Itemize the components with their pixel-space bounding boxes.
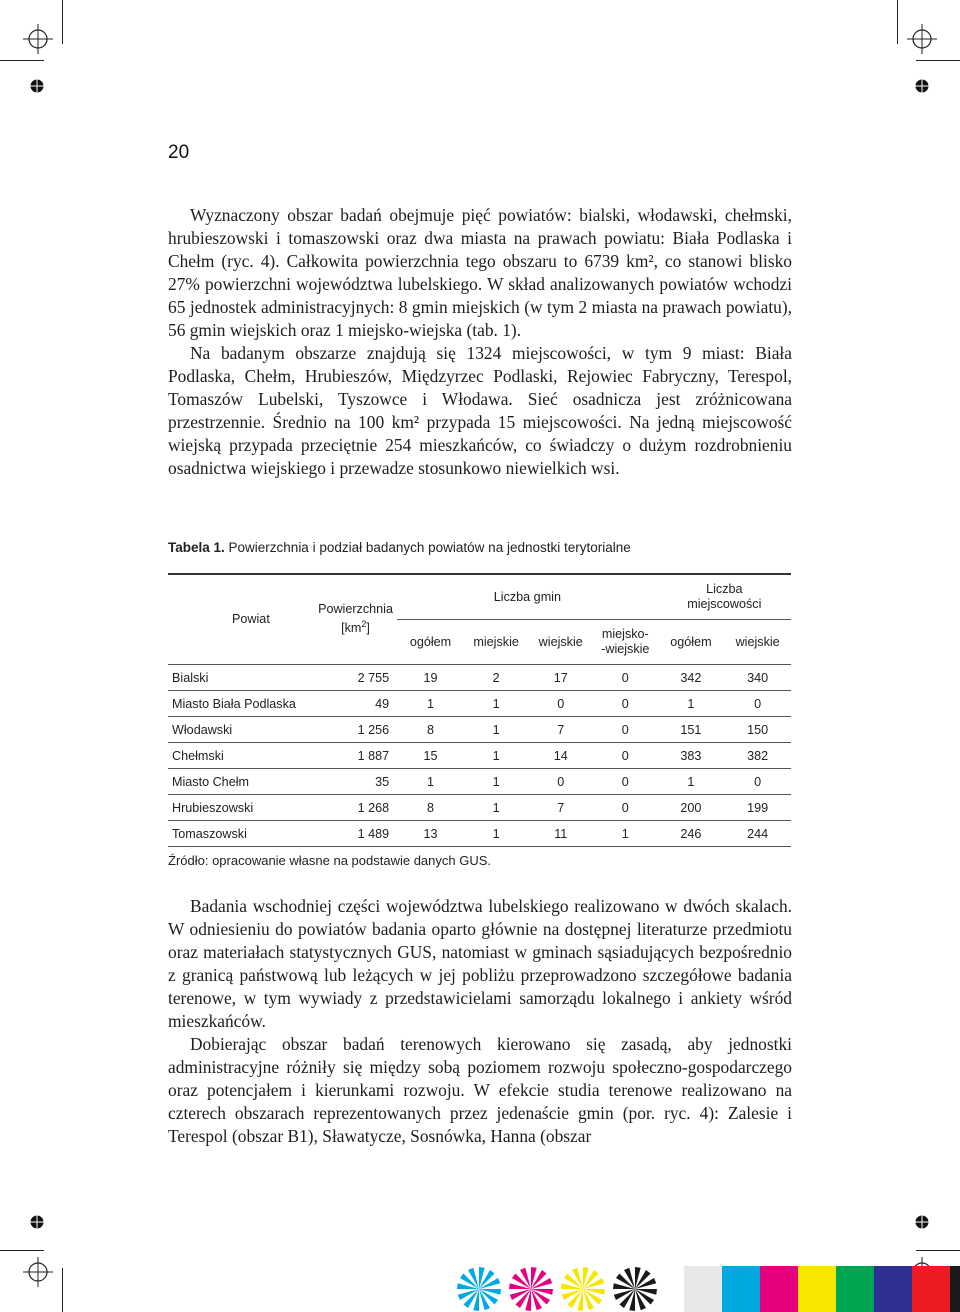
cell-gminy-wiejskie: 7 xyxy=(528,795,593,821)
cell-powierzchnia: 35 xyxy=(314,769,397,795)
cell-gminy-ogolem: 19 xyxy=(397,665,464,691)
cell-miejscowosci-wiejskie: 0 xyxy=(724,769,791,795)
table-row xyxy=(168,795,791,821)
color-swatch xyxy=(950,1266,960,1312)
cell-powiat: Włodawski xyxy=(168,717,314,743)
cell-gminy-miejsko-wiejskie: 0 xyxy=(593,769,658,795)
cell-gminy-miejsko-wiejskie: 0 xyxy=(593,717,658,743)
cell-gminy-miejskie: 1 xyxy=(464,769,529,795)
cell-powiat: Tomaszowski xyxy=(168,821,314,847)
cell-gminy-wiejskie: 11 xyxy=(528,821,593,847)
cell-powiat: Miasto Biała Podlaska xyxy=(168,691,314,717)
header-miejskie: miejskie xyxy=(464,620,529,665)
target-dot-icon xyxy=(30,79,44,93)
target-dot-icon xyxy=(915,1215,929,1229)
table-caption-text: Powierzchnia i podział badanych powiatów na jednostki terytorialne xyxy=(224,540,631,555)
header-liczba-miejscowosci-line2: miejscowości xyxy=(687,597,762,611)
cell-gminy-miejsko-wiejskie: 0 xyxy=(593,691,658,717)
crop-mark xyxy=(916,1250,960,1251)
print-colorbar xyxy=(684,1266,960,1312)
header-miejsko-wiejskie xyxy=(593,620,658,665)
table-source-note: Źródło: opracowanie własne na podstawie danych GUS. xyxy=(168,853,492,868)
header-liczba-gmin: Liczba gmin xyxy=(397,574,657,620)
header-miejsko-wiejskie-line2: -wiejskie xyxy=(601,642,650,656)
cell-gminy-miejskie: 1 xyxy=(464,743,529,769)
table-row xyxy=(168,665,791,691)
cell-powiat: Miasto Chełm xyxy=(168,769,314,795)
header-powierzchnia-sup: 2 xyxy=(361,619,367,630)
header-powierzchnia-line1: Powierzchnia xyxy=(318,602,393,617)
cell-miejscowosci-ogolem: 151 xyxy=(658,717,725,743)
header-powierzchnia-end: ] xyxy=(366,621,370,636)
cell-powiat: Hrubieszowski xyxy=(168,795,314,821)
crop-mark xyxy=(62,0,63,44)
cell-gminy-miejsko-wiejskie: 0 xyxy=(593,743,658,769)
cell-powierzchnia: 1 268 xyxy=(314,795,397,821)
cell-powierzchnia: 1 256 xyxy=(314,717,397,743)
cell-miejscowosci-wiejskie: 0 xyxy=(724,691,791,717)
crop-mark xyxy=(0,60,44,61)
header-miejsko-wiejskie-line1: miejsko- xyxy=(601,627,649,641)
cell-miejscowosci-wiejskie: 150 xyxy=(724,717,791,743)
cell-gminy-ogolem: 15 xyxy=(397,743,464,769)
table-row xyxy=(168,769,791,795)
cell-gminy-ogolem: 8 xyxy=(397,717,464,743)
crop-mark xyxy=(62,1268,63,1312)
header-powiat: Powiat xyxy=(168,574,314,665)
header-ogolem: ogółem xyxy=(397,620,464,665)
cell-gminy-wiejskie: 17 xyxy=(528,665,593,691)
target-dot-icon xyxy=(30,1215,44,1229)
registration-mark-icon xyxy=(23,1257,53,1287)
cell-powierzchnia: 49 xyxy=(314,691,397,717)
paragraph: Na badanym obszarze znajdują się 1324 miejscowości, w tym 9 miast: Biała Podlaska, Chełm, Hrubieszów, Międzyrzec Podlaski, Rejowiec Fabryczny, Terespol, Tomaszów Lubelski, Tyszowce i Włodawa. Sieć osadnicza jest zróżnicowana przestrzennie. Średnio na 100 km² przypada 15 miejscowości. Na jedną miejscowość wiejską przypada przeciętnie 254 mieszkańców, co świadczy o dużym rozdrobnieniu osadnictwa wiejskiego i przewadze stosunkowo niewielkich wsi. xyxy=(168,343,792,478)
body-text-top xyxy=(168,204,792,480)
cell-miejscowosci-ogolem: 383 xyxy=(658,743,725,769)
cell-gminy-miejsko-wiejskie: 0 xyxy=(593,795,658,821)
cell-powierzchnia: 1 887 xyxy=(314,743,397,769)
color-swatch xyxy=(836,1266,874,1312)
cell-gminy-miejsko-wiejskie: 0 xyxy=(593,665,658,691)
color-wheel-icon xyxy=(612,1266,658,1312)
table-row xyxy=(168,821,791,847)
table-row xyxy=(168,717,791,743)
cell-gminy-ogolem: 1 xyxy=(397,769,464,795)
color-wheel-icon xyxy=(508,1266,554,1312)
cell-powierzchnia: 1 489 xyxy=(314,821,397,847)
table-caption-label: Tabela 1. xyxy=(168,540,225,555)
cell-miejscowosci-ogolem: 1 xyxy=(658,691,725,717)
header-liczba-miejscowosci xyxy=(658,574,791,620)
cell-powiat: Chełmski xyxy=(168,743,314,769)
body-text-bottom xyxy=(168,895,792,1148)
cell-miejscowosci-wiejskie: 340 xyxy=(724,665,791,691)
cell-powierzchnia: 2 755 xyxy=(314,665,397,691)
cell-gminy-miejskie: 2 xyxy=(464,665,529,691)
color-swatch xyxy=(760,1266,798,1312)
paragraph: Wyznaczony obszar badań obejmuje pięć powiatów: bialski, włodawski, chełmski, hrubieszowski i tomaszowski oraz dwa miasta na prawach powiatu: Biała Podlaska i Chełm (ryc. 4). Całkowita powierzchnia tego obszaru to 6739 km², co stanowi blisko 27% powierzchni województwa lubelskiego. W skład analizowanych powiatów wchodzi 65 jednostek administracyjnych: 8 gmin miejskich (w tym 2 miasta na prawach powiatu), 56 gmin wiejskich oraz 1 miejsko-wiejska (tab. 1). xyxy=(168,205,792,340)
color-swatch xyxy=(912,1266,950,1312)
cell-gminy-miejsko-wiejskie: 1 xyxy=(593,821,658,847)
header-liczba-miejscowosci-line1: Liczba xyxy=(706,582,743,596)
cell-miejscowosci-ogolem: 200 xyxy=(658,795,725,821)
cell-miejscowosci-ogolem: 1 xyxy=(658,769,725,795)
color-wheel-icon xyxy=(456,1266,502,1312)
crop-mark xyxy=(916,60,960,61)
page-number: 20 xyxy=(168,142,190,163)
color-swatch xyxy=(722,1266,760,1312)
cell-gminy-ogolem: 8 xyxy=(397,795,464,821)
cell-gminy-wiejskie: 0 xyxy=(528,769,593,795)
crop-mark xyxy=(897,0,898,44)
cell-gminy-miejskie: 1 xyxy=(464,691,529,717)
color-wheel-icon xyxy=(560,1266,606,1312)
cell-gminy-ogolem: 1 xyxy=(397,691,464,717)
table-caption xyxy=(168,540,631,555)
cell-gminy-wiejskie: 7 xyxy=(528,717,593,743)
table-row xyxy=(168,691,791,717)
cell-miejscowosci-ogolem: 342 xyxy=(658,665,725,691)
cell-gminy-wiejskie: 0 xyxy=(528,691,593,717)
header-miejscowosci-ogolem: ogółem xyxy=(658,620,725,665)
cell-gminy-miejskie: 1 xyxy=(464,717,529,743)
paragraph: Dobierając obszar badań terenowych kierowano się zasadą, aby jednostki administracyjne różniły się między sobą poziomem rozwoju społeczno-gospodarczego oraz potencjałem i kierunkami rozwoju. W efekcie studia terenowe realizowano na czterech obszarach reprezentowanych przez jedenaście gmin (por. ryc. 4): Zalesie i Terespol (obszar B1), Sławatycze, Sosnówka, Hanna (obszar xyxy=(168,1034,792,1146)
header-powierzchnia xyxy=(314,574,397,665)
color-swatch xyxy=(684,1266,722,1312)
data-table xyxy=(168,573,791,847)
cell-gminy-wiejskie: 14 xyxy=(528,743,593,769)
registration-mark-icon xyxy=(907,24,937,54)
cell-gminy-miejskie: 1 xyxy=(464,795,529,821)
target-dot-icon xyxy=(915,79,929,93)
cell-powiat: Bialski xyxy=(168,665,314,691)
cell-miejscowosci-wiejskie: 382 xyxy=(724,743,791,769)
header-wiejskie: wiejskie xyxy=(528,620,593,665)
cell-miejscowosci-ogolem: 246 xyxy=(658,821,725,847)
color-swatch xyxy=(798,1266,836,1312)
paragraph: Badania wschodniej części województwa lubelskiego realizowano w dwóch skalach. W odniesieniu do powiatów badania oparto głównie na dostępnej literaturze przedmiotu oraz materiałach statystycznych GUS, natomiast w gminach sąsiadujących bezpośrednio z granicą państwową lub leżących w jej pobliżu przeprowadzono szczegółowe badania terenowe, w tym wywiady z przedstawicielami samorządu lokalnego i ankiety wśród mieszkańców. xyxy=(168,896,792,1031)
header-powierzchnia-unit: [km xyxy=(341,621,362,636)
cell-gminy-ogolem: 13 xyxy=(397,821,464,847)
color-swatch xyxy=(874,1266,912,1312)
registration-mark-icon xyxy=(23,24,53,54)
cell-miejscowosci-wiejskie: 244 xyxy=(724,821,791,847)
cell-gminy-miejskie: 1 xyxy=(464,821,529,847)
crop-mark xyxy=(0,1250,44,1251)
table-row xyxy=(168,743,791,769)
cell-miejscowosci-wiejskie: 199 xyxy=(724,795,791,821)
header-miejscowosci-wiejskie: wiejskie xyxy=(724,620,791,665)
